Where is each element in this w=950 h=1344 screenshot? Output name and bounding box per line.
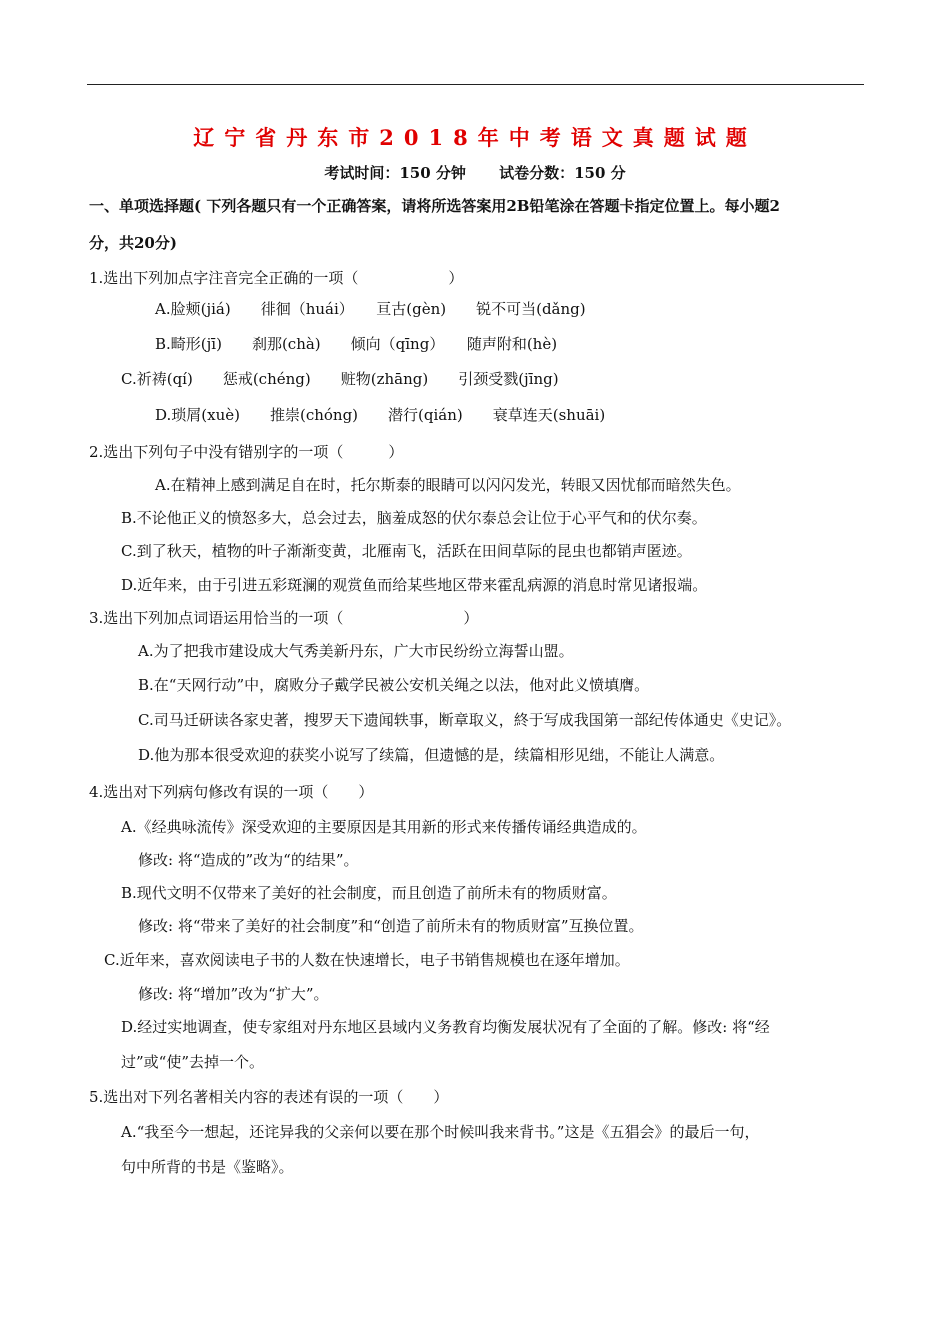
question-option: A.《经典咏流传》深受欢迎的主要原因是其用新的形式来传播传诵经典造成的。 xyxy=(121,818,647,836)
question-option: A.脸颊(jiá) 徘徊（huái） 亘古(gèn) 锐不可当(dǎng) xyxy=(155,300,586,318)
exam-meta xyxy=(0,162,950,183)
question-option: C.到了秋天，植物的叶子渐渐变黄，北雁南飞，活跃在田间草际的昆虫也都销声匿迹。 xyxy=(121,542,692,560)
question-option: C.司马迁研读各家史著，搜罗天下遗闻轶事，断章取义，終于写成我国第一部纪传体通史《史记》。 xyxy=(138,711,792,729)
question-option: B.现代文明不仅带来了美好的社会制度，而且创造了前所未有的物质财富。 xyxy=(121,884,617,902)
section-heading-cont: 分，共20分) xyxy=(89,234,177,252)
header-rule xyxy=(87,84,864,85)
exam-score: 试卷分数：150 分 xyxy=(499,164,626,182)
question-option: D.他为那本很受欢迎的获奖小说写了续篇，但遗憾的是，续篇相形见绌，不能让人满意。 xyxy=(138,746,725,764)
question-option: D.近年来，由于引进五彩斑澜的观赏鱼而给某些地区带来霍乱病源的消息时常见诸报端。 xyxy=(121,576,708,594)
revision-note: 修改: 将“带来了美好的社会制度”和“创造了前所未有的物质财富”互换位置。 xyxy=(138,917,644,935)
document-title: 辽宁省丹东市2018年中考语文真题试题 xyxy=(193,125,757,150)
revision-note: 修改: 将“增加”改为“扩大”。 xyxy=(138,985,329,1003)
question-option: D.琐屑(xuè) 推崇(chóng) 潜行(qián) 衰草连天(shuāi) xyxy=(155,406,606,424)
question-option: A.“我至今一想起，还诧异我的父亲何以要在那个时候叫我来背书。”这是《五猖会》的最后一句， xyxy=(121,1123,760,1141)
question-option: B.不论他正义的愤怒多大，总会过去，脑羞成怒的伏尔泰总会让位于心平气和的伏尔奏。 xyxy=(121,509,707,527)
exam-time: 考试时间：150 分钟 xyxy=(324,164,466,182)
question-stem: 3.选出下列加点词语运用恰当的一项（ ） xyxy=(89,609,479,627)
question-option: D.经过实地调查，使专家组对丹东地区县域内义务教育均衡发展状况有了全面的了解。修改: 将“经 xyxy=(121,1018,770,1036)
question-stem: 4.选出对下列病句修改有误的一项（ ） xyxy=(89,783,374,801)
question-option: A.为了把我市建设成大气秀美新丹东，广大市民纷纷立海誓山盟。 xyxy=(138,642,574,660)
question-stem: 5.选出对下列名著相关内容的表述有误的一项（ ） xyxy=(89,1088,449,1106)
question-stem: 1.选出下列加点字注音完全正确的一项（ ） xyxy=(89,269,464,287)
question-option: C.近年来，喜欢阅读电子书的人数在快速增长，电子书销售规模也在逐年增加。 xyxy=(104,951,630,969)
question-option: B.畸形(jī) 刹那(chà) 倾向（qīng） 随声附和(hè) xyxy=(155,335,558,353)
question-option: A.在精神上感到满足自在时，托尔斯泰的眼睛可以闪闪发光，转眼又因忧郁而暗然失色。 xyxy=(155,476,741,494)
question-option-cont: 句中所背的书是《鉴略》。 xyxy=(121,1158,294,1176)
question-option: B.在“天网行动”中，腐败分子戴学民被公安机关绳之以法，他对此义愤填膺。 xyxy=(138,676,650,694)
question-stem: 2.选出下列句子中没有错别字的一项（ ） xyxy=(89,443,404,461)
revision-note: 修改: 将“造成的”改为“的结果”。 xyxy=(138,851,359,869)
question-option: C.祈祷(qí) 惩戒(chéng) 赃物(zhāng) 引颈受戮(jīng) xyxy=(121,370,559,388)
question-option-cont: 过”或“使”去掉一个。 xyxy=(121,1053,265,1071)
section-heading: 一、单项选择题( 下列各题只有一个正确答案，请将所选答案用2B铅笔涂在答题卡指定位置上。每小题2 xyxy=(89,197,780,215)
